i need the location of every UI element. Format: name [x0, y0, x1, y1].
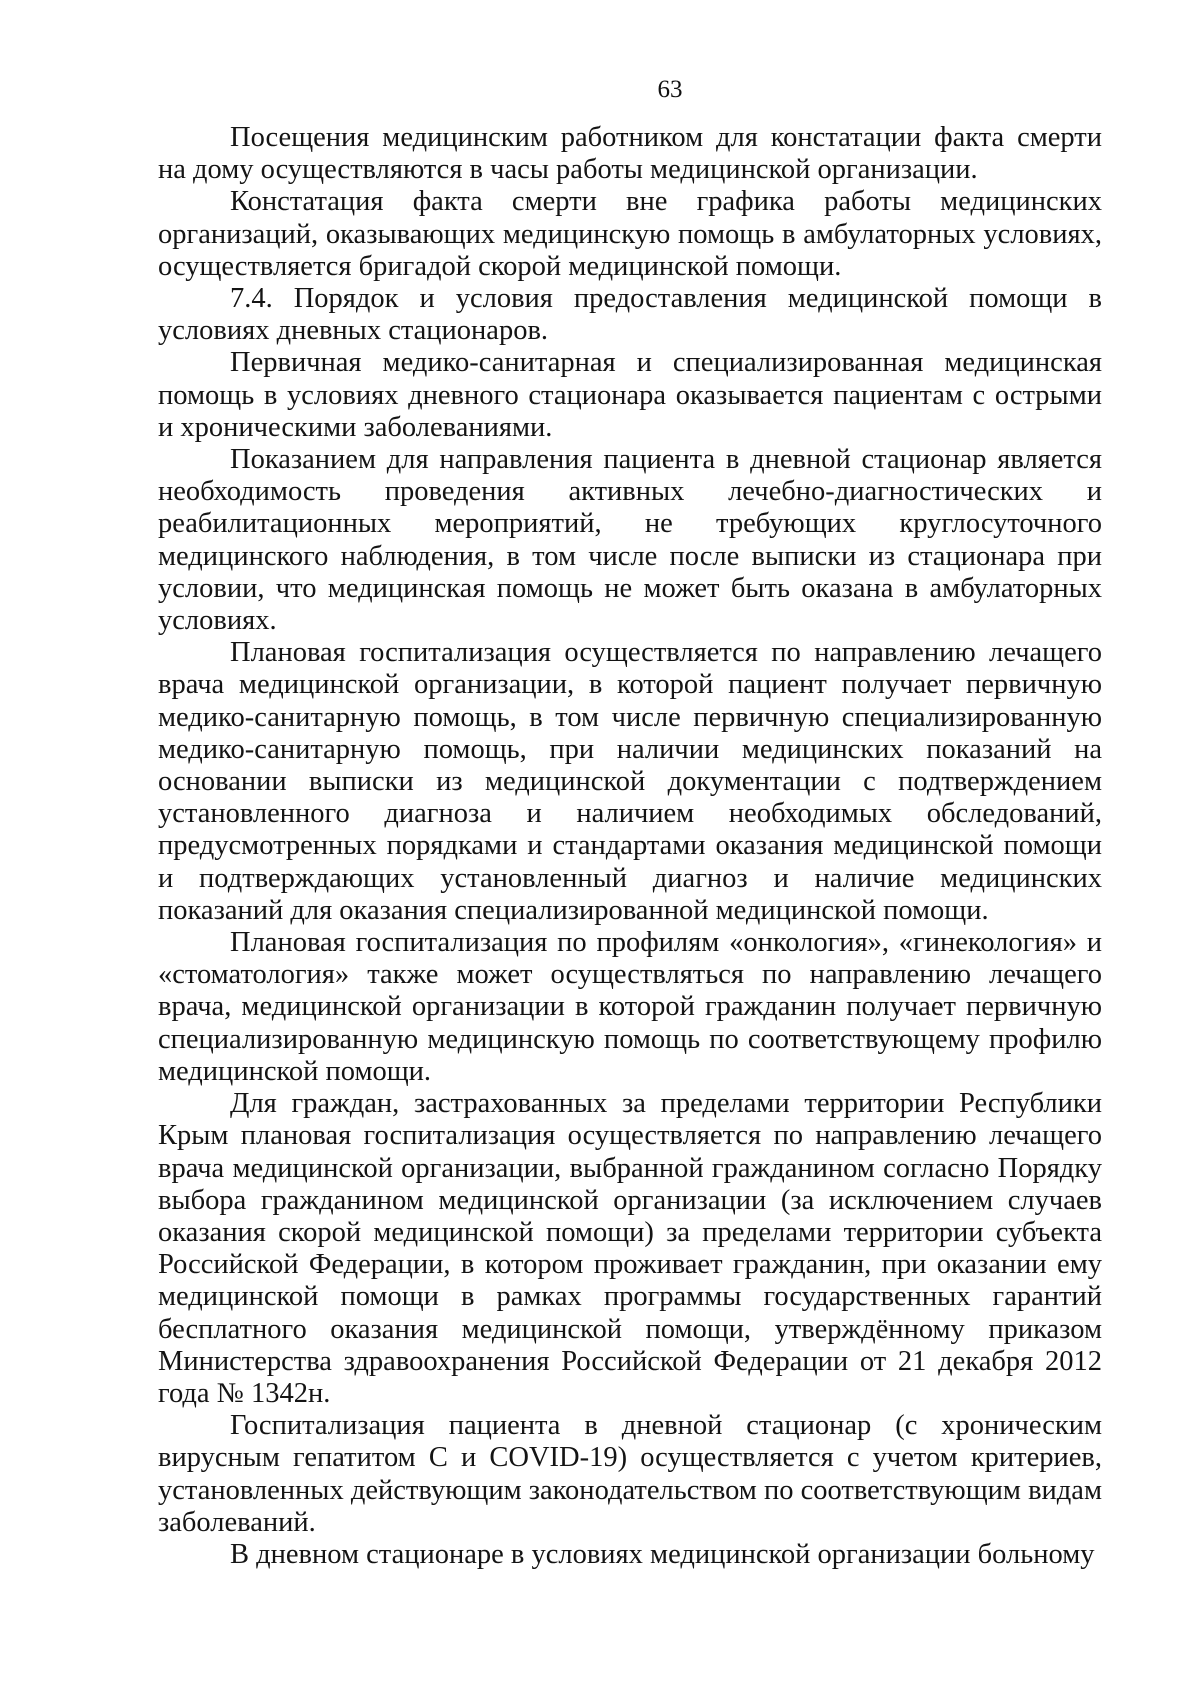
paragraph: Констатация факта смерти вне графика работы медицинских организаций, оказывающих медицинскую помощь в амбулаторных условиях, осуществляется бригадой скорой медицинской помощи. — [158, 186, 1102, 282]
section-heading-7-4: 7.4. Порядок и условия предоставления медицинской помощи в условиях дневных стационаров. — [158, 283, 1102, 347]
paragraph: Посещения медицинским работником для констатации факта смерти на дому осуществляются в часы работы медицинской организации. — [158, 122, 1102, 186]
page-number: 63 — [657, 76, 683, 103]
paragraph: Госпитализация пациента в дневной стационар (с хроническим вирусным гепатитом С и COVID-19) осуществляется с учетом критериев, установленных действующим законодательством по соответствующим видам заболеваний. — [158, 1410, 1102, 1538]
paragraph: Для граждан, застрахованных за пределами территории Республики Крым плановая госпитализация осуществляется по направлению лечащего врача медицинской организации, выбранной гражданином согласно Порядку выбора гражданином медицинской организации (за исключением случаев оказания скорой медицинской помощи) за пределами территории субъекта Российской Федерации, в котором проживает гражданин, при оказании ему медицинской помощи в рамках программы государственных гарантий бесплатного оказания медицинской помощи, утверждённому приказом Министерства здравоохранения Российской Федерации от 21 декабря 2012 года № 1342н. — [158, 1088, 1102, 1409]
paragraph: Первичная медико-санитарная и специализированная медицинская помощь в условиях дневного стационара оказывается пациентам с острыми и хроническими заболеваниями. — [158, 347, 1102, 443]
paragraph: Плановая госпитализация осуществляется по направлению лечащего врача медицинской организации, в которой пациент получает первичную медико-санитарную помощь, в том числе первичную специализированную медико-санитарную помощь, при наличии медицинских показаний на основании выписки из медицинской документации с подтверждением установленного диагноза и наличием необходимых обследований, предусмотренных порядками и стандартами оказания медицинской помощи и подтверждающих установленный диагноз и наличие медицинских показаний для оказания специализированной медицинской помощи. — [158, 637, 1102, 926]
paragraph: Показанием для направления пациента в дневной стационар является необходимость проведения активных лечебно-диагностических и реабилитационных мероприятий, не требующих круглосуточного медицинского наблюдения, в том числе после выписки из стационара при условии, что медицинская помощь не может быть оказана в амбулаторных условиях. — [158, 444, 1102, 637]
paragraph: Плановая госпитализация по профилям «онкология», «гинекология» и «стоматология» также может осуществляться по направлению лечащего врача, медицинской организации в которой гражданин получает первичную специализированную медицинскую помощь по соответствующему профилю медицинской помощи. — [158, 927, 1102, 1087]
paragraph: В дневном стационаре в условиях медицинской организации больному — [230, 1538, 1095, 1570]
document-body — [158, 122, 1102, 1571]
